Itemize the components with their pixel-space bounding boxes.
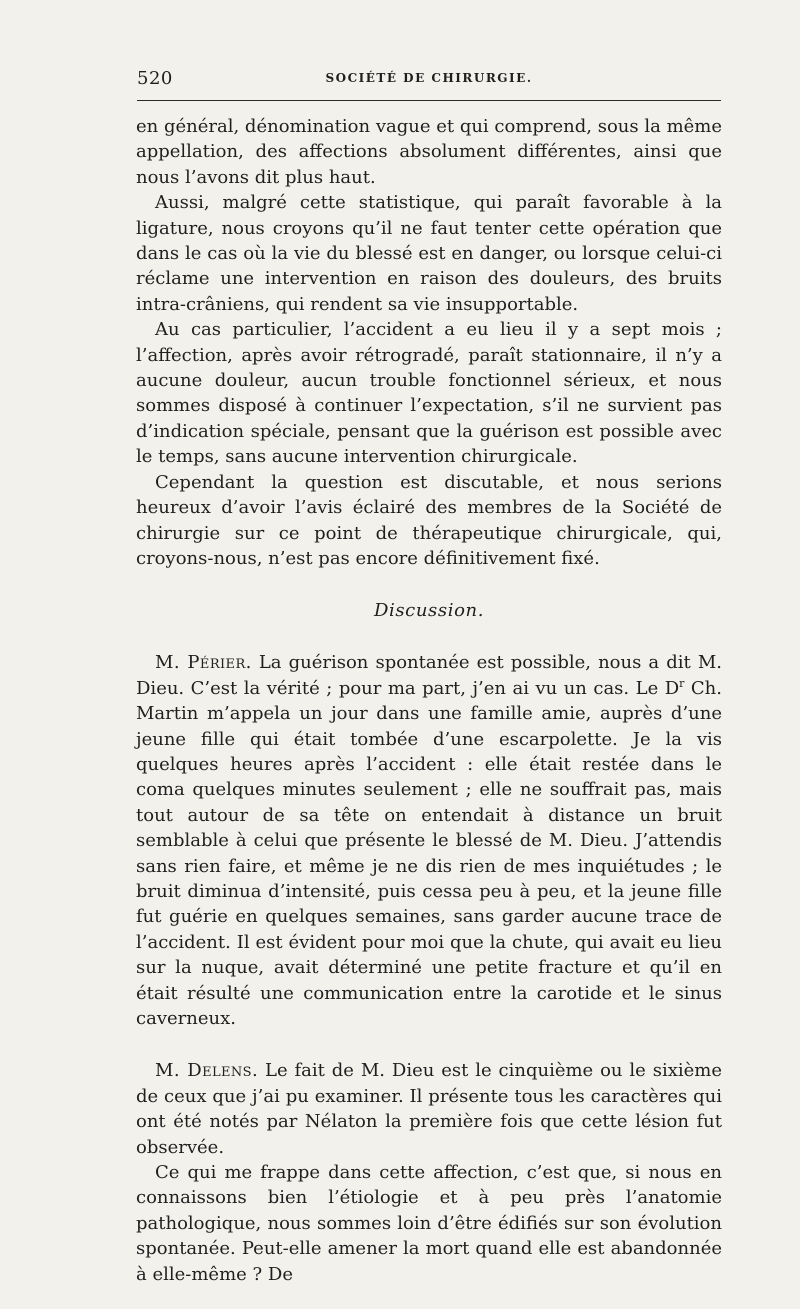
paragraph-delens <box>136 1058 722 1160</box>
paragraph-continuation: en général, dénomination vague et qui comprend, sous la même appellation, des affections absolument différentes, ainsi que nous l’avons dit plus haut. <box>136 116 723 188</box>
running-head: SOCIÉTÉ DE CHIRURGIE. <box>325 71 533 85</box>
delens-text-1: Le fait de M. Dieu est le cinquième ou le sixième de ceux que j’ai pu examiner. Il présente tous les caractères qui ont été notés par Nélaton la première fois que cette lésion fut observée. <box>136 1060 722 1158</box>
section-gap <box>136 1031 722 1058</box>
page-body <box>136 114 722 1287</box>
paragraph-cas-particulier: Au cas particulier, l’accident a eu lieu il y a sept mois ; l’affection, après avoir rétrogradé, paraît stationnaire, il n’y a aucune douleur, aucun trouble fonctionnel sérieux, et nous sommes disposé à continuer l’expectation, s’il ne survient pas d’indication spéciale, pensant que la guérison est possible avec le temps, sans aucune intervention chirurgicale. <box>136 319 722 468</box>
paragraph-delens-2: Ce qui me frappe dans cette affection, c’est que, si nous en connaissons bien l’étiologie et à peu près l’anatomie pathologique, nous sommes loin d’être édifiés sur son évolution spontanée. Peut-elle amener la mort quand elle est abandonnée à elle-même ? De <box>136 1162 722 1285</box>
speaker-delens: M. Delens. <box>155 1060 259 1082</box>
discussion-heading: Discussion. <box>373 600 485 622</box>
perier-text-2: Ch. Martin m’appela un jour dans une famille amie, auprès d’une jeune fille qui était tombée d’une escarpolette. Je la vis quelques heures après l’accident : elle était restée dans le coma quelques minutes seulement ; elle ne souffrait pas, mais tout autour de sa tête on entendait à distance un bruit semblable à celui que présente le blessé de M. Dieu. J’attendis sans rien faire, et même je ne dis rien de mes inquiétudes ; le bruit diminua d’intensité, puis cessa peu à peu, et la jeune fille fut guérie en quelques semaines, sans garder aucune trace de l’accident. Il est évident pour moi que la chute, qui avait eu lieu sur la nuque, avait déterminé une petite fracture et qu’il en était résulté une communication entre la carotide et le sinus caverneux. <box>136 677 722 1029</box>
speaker-perier: M. Périer. <box>155 652 252 674</box>
page-number: 520 <box>137 68 173 89</box>
paragraph-perier <box>136 650 722 1031</box>
paragraph-question: Cependant la question est discutable, et nous serions heureux d’avoir l’avis éclairé des membres de la Société de chirurgie sur ce point de thérapeutique chirurgicale, qui, croyons-nous, n’est pas encore définitivement fixé. <box>136 471 722 569</box>
page-header <box>137 64 721 101</box>
paragraph-statistique: Aussi, malgré cette statistique, qui paraît favorable à la ligature, nous croyons qu’il ne faut tenter cette opération que dans le cas où la vie du blessé est en danger, ou lorsque celui-ci réclame une intervention en raison des douleurs, des bruits intra-crâniens, qui rendent sa vie insupportable. <box>136 192 722 315</box>
doctor-abbrev-sup: r <box>679 676 685 690</box>
perier-text-1: La guérison spontanée est possible, nous a dit M. Dieu. C’est la vérité ; pour ma part, j’en ai vu un cas. Le D <box>136 652 722 699</box>
